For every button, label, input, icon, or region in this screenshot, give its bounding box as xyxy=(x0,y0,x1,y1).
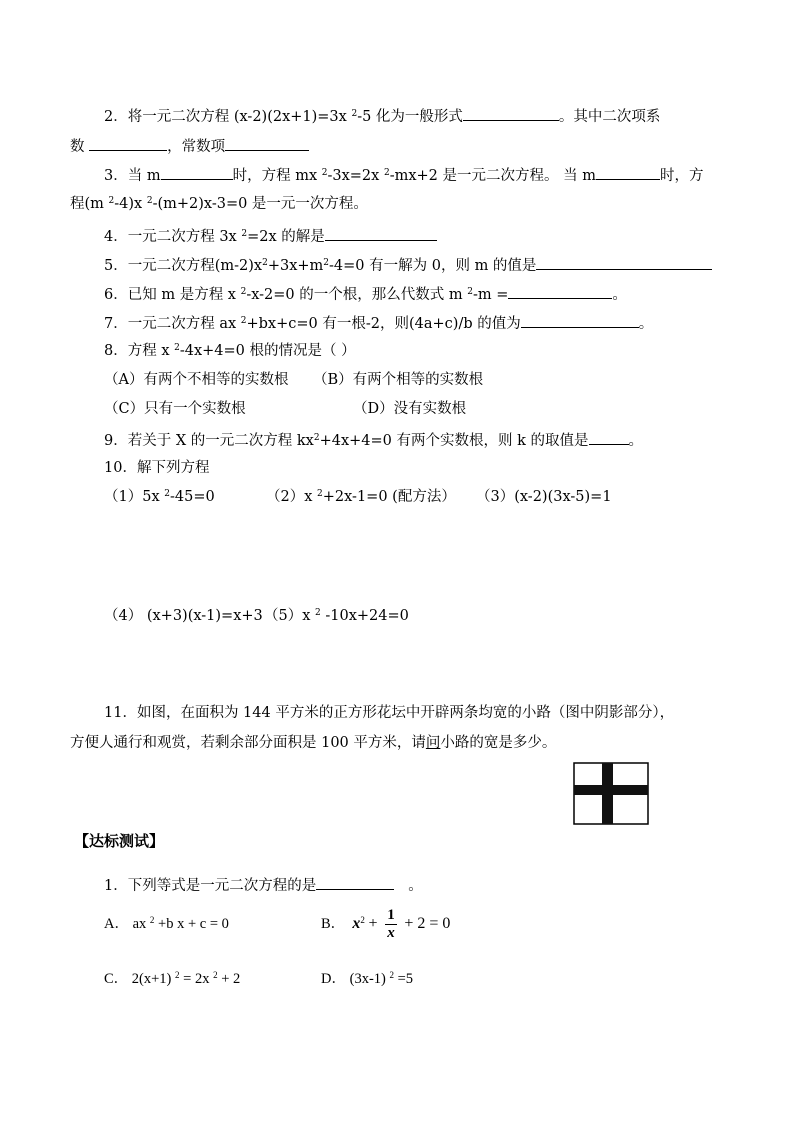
q10-text: +2x-1=0 (配方法） xyxy=(322,489,456,505)
q10-text: -45=0 xyxy=(169,489,215,505)
q10-text: （2）x xyxy=(266,489,318,505)
option-text: +b x + c = 0 xyxy=(154,916,229,932)
q10-text: -10x+24=0 xyxy=(320,608,409,624)
flower-bed-figure xyxy=(573,762,649,825)
option-letter: A． xyxy=(104,916,129,932)
question-11-line-1 xyxy=(104,703,674,723)
superscript: 2 xyxy=(240,316,247,326)
option-label: （A）有两个不相等的实数根 xyxy=(104,372,289,388)
q6-text: 6．已知 m 是方程 x xyxy=(104,287,241,303)
q8-text: 8．方程 x xyxy=(104,343,175,359)
q10-part-5 xyxy=(264,606,409,626)
question-8 xyxy=(104,341,356,361)
q2-text: -5 化为一般形式 xyxy=(357,109,463,125)
superscript: 2 xyxy=(213,970,218,980)
q11-text: 小路的宽是多少。 xyxy=(440,735,557,751)
t1-text: 1．下列等式是一元二次方程的是 xyxy=(104,878,317,894)
q2-text: 2．将一元二次方程 (x-2)(2x+1)=3x xyxy=(104,109,352,125)
q7-text: 。 xyxy=(638,316,654,332)
question-2-line-1 xyxy=(104,105,660,127)
q11-text: 方便人通行和观赏，若剩余部分面积是 100 平方米，请 xyxy=(70,735,426,751)
q4-text: 4．一元二次方程 3x xyxy=(104,229,242,245)
option-letter: B． xyxy=(321,916,346,932)
option-letter: C． xyxy=(104,971,129,987)
t1-text: 。 xyxy=(408,878,423,894)
q6-text: -x-2=0 的一个根，那么代数式 m xyxy=(246,287,468,303)
q5-text: +3x+m xyxy=(267,258,324,274)
q9-text: +4x+4=0 有两个实数根，则 k 的取值是 xyxy=(319,433,589,449)
q3-text: 时，方 xyxy=(659,168,704,184)
q9-text: 9．若关于 X 的一元二次方程 kx xyxy=(104,433,314,449)
q10-text: （3）(x-2)(3x-5)=1 xyxy=(476,489,612,505)
question-11-line-2 xyxy=(70,733,556,753)
q7-text: +bx+c=0 有一根-2，则(4a+c)/b 的值为 xyxy=(246,316,521,332)
superscript: 2 xyxy=(389,970,394,980)
superscript: 2 xyxy=(317,489,323,499)
superscript: 2 xyxy=(313,433,320,443)
t1-option-c[interactable] xyxy=(104,969,240,989)
math-op: + xyxy=(368,915,378,932)
t1-option-b[interactable] xyxy=(321,906,450,942)
q3-text: 时，方程 mx xyxy=(232,168,322,184)
option-letter: D． xyxy=(321,971,346,987)
q5-text: -4=0 有一解为 0，则 m 的值是 xyxy=(329,258,537,274)
q3-text: -3x=2x xyxy=(327,168,384,184)
superscript: 2 xyxy=(315,608,321,618)
superscript: 2 xyxy=(175,970,180,980)
answer-blank[interactable] xyxy=(508,283,612,299)
q10-text: （4） (x+3)(x-1)=x+3 xyxy=(104,608,263,624)
q10-part-1 xyxy=(104,487,215,507)
q5-text: 5．一元二次方程(m-2)x xyxy=(104,258,263,274)
question-2-line-2 xyxy=(70,135,309,157)
superscript: 2 xyxy=(323,258,330,268)
q6-text: 。 xyxy=(612,287,627,303)
q10-part-4 xyxy=(104,606,263,626)
q10-part-2 xyxy=(266,487,456,507)
section-heading: 【达标测试】 xyxy=(74,832,165,850)
superscript: 2 xyxy=(383,168,390,178)
superscript: 2 xyxy=(108,196,115,206)
question-9 xyxy=(104,429,643,451)
option-text: 2(x+1) xyxy=(131,971,176,987)
q10-part-3 xyxy=(476,487,612,507)
q10-title: 10．解下列方程 xyxy=(104,460,210,476)
superscript: 2 xyxy=(164,489,170,499)
answer-blank[interactable] xyxy=(316,874,394,890)
q3-text: -4)x xyxy=(114,196,147,212)
question-6 xyxy=(104,283,627,305)
q11-text: 11．如图，在面积为 144 平方米的正方形花坛中开辟两条均宽的小路（图中阴影部分）， xyxy=(104,705,675,721)
horizontal-path xyxy=(574,785,648,795)
superscript: 2 xyxy=(241,229,248,239)
q2-text: ，常数项 xyxy=(167,139,226,155)
q10-text: （5）x xyxy=(264,608,316,624)
option-text: + 2 xyxy=(217,971,241,987)
fraction-denominator: x xyxy=(387,925,395,942)
option-text: ax xyxy=(132,916,150,932)
q3-text: -mx+2 是一元二次方程。 当 m xyxy=(389,168,596,184)
q8-text: -4x+4=0 根的情况是（ ） xyxy=(179,343,356,359)
superscript: 2 xyxy=(240,287,247,297)
superscript: 2 xyxy=(467,287,473,297)
q4-text: =2x 的解是 xyxy=(247,229,325,245)
q8-option-c[interactable] xyxy=(104,399,246,419)
math-text: + 2 = 0 xyxy=(404,915,451,932)
q8-option-a[interactable] xyxy=(104,370,288,390)
t1-option-d[interactable] xyxy=(321,969,413,989)
q8-option-b[interactable] xyxy=(313,370,483,390)
answer-blank[interactable] xyxy=(89,135,167,151)
q2-text: 。其中二次项系 xyxy=(558,109,661,125)
question-3-line-1 xyxy=(104,164,703,186)
superscript: 2 xyxy=(174,343,180,353)
superscript: 2 xyxy=(262,258,268,268)
option-text: =5 xyxy=(393,971,414,987)
question-10-title xyxy=(104,458,209,478)
q11-text: 问 xyxy=(425,735,441,751)
question-3-line-2 xyxy=(70,194,368,214)
option-text: = 2x xyxy=(179,971,214,987)
fraction-numerator: 1 xyxy=(387,907,395,924)
answer-blank[interactable] xyxy=(225,135,309,151)
t1-option-a[interactable] xyxy=(104,914,229,934)
math-var: x xyxy=(352,915,361,932)
q6-text: -m = xyxy=(472,287,509,303)
superscript: 2 xyxy=(321,168,328,178)
answer-blank[interactable] xyxy=(589,429,629,445)
question-4 xyxy=(104,225,437,247)
answer-blank[interactable] xyxy=(521,312,639,328)
answer-blank[interactable] xyxy=(463,105,559,121)
superscript: 2 xyxy=(360,915,365,925)
answer-blank[interactable] xyxy=(161,164,233,180)
q3-text: 3．当 m xyxy=(104,168,161,184)
superscript: 2 xyxy=(149,915,155,925)
question-5 xyxy=(104,254,712,276)
option-label: （D）没有实数根 xyxy=(353,401,467,417)
option-text: (3x-1) xyxy=(349,971,390,987)
superscript: 2 xyxy=(351,109,358,119)
answer-blank[interactable] xyxy=(536,254,712,270)
question-7 xyxy=(104,312,653,334)
answer-blank[interactable] xyxy=(596,164,660,180)
q8-option-d[interactable] xyxy=(353,399,466,419)
answer-blank[interactable] xyxy=(325,225,437,241)
test-question-1 xyxy=(104,874,423,896)
option-label: （B）有两个相等的实数根 xyxy=(313,372,484,388)
q3-text: -(m+2)x-3=0 是一元一次方程。 xyxy=(152,196,368,212)
q7-text: 7．一元二次方程 ax xyxy=(104,316,241,332)
q3-text: 程(m xyxy=(70,196,109,212)
option-label: （C）只有一个实数根 xyxy=(104,401,246,417)
q9-text: 。 xyxy=(628,433,643,449)
q2-text: 数 xyxy=(70,139,90,155)
superscript: 2 xyxy=(146,196,153,206)
fraction xyxy=(385,907,397,942)
q10-text: （1）5x xyxy=(104,489,165,505)
